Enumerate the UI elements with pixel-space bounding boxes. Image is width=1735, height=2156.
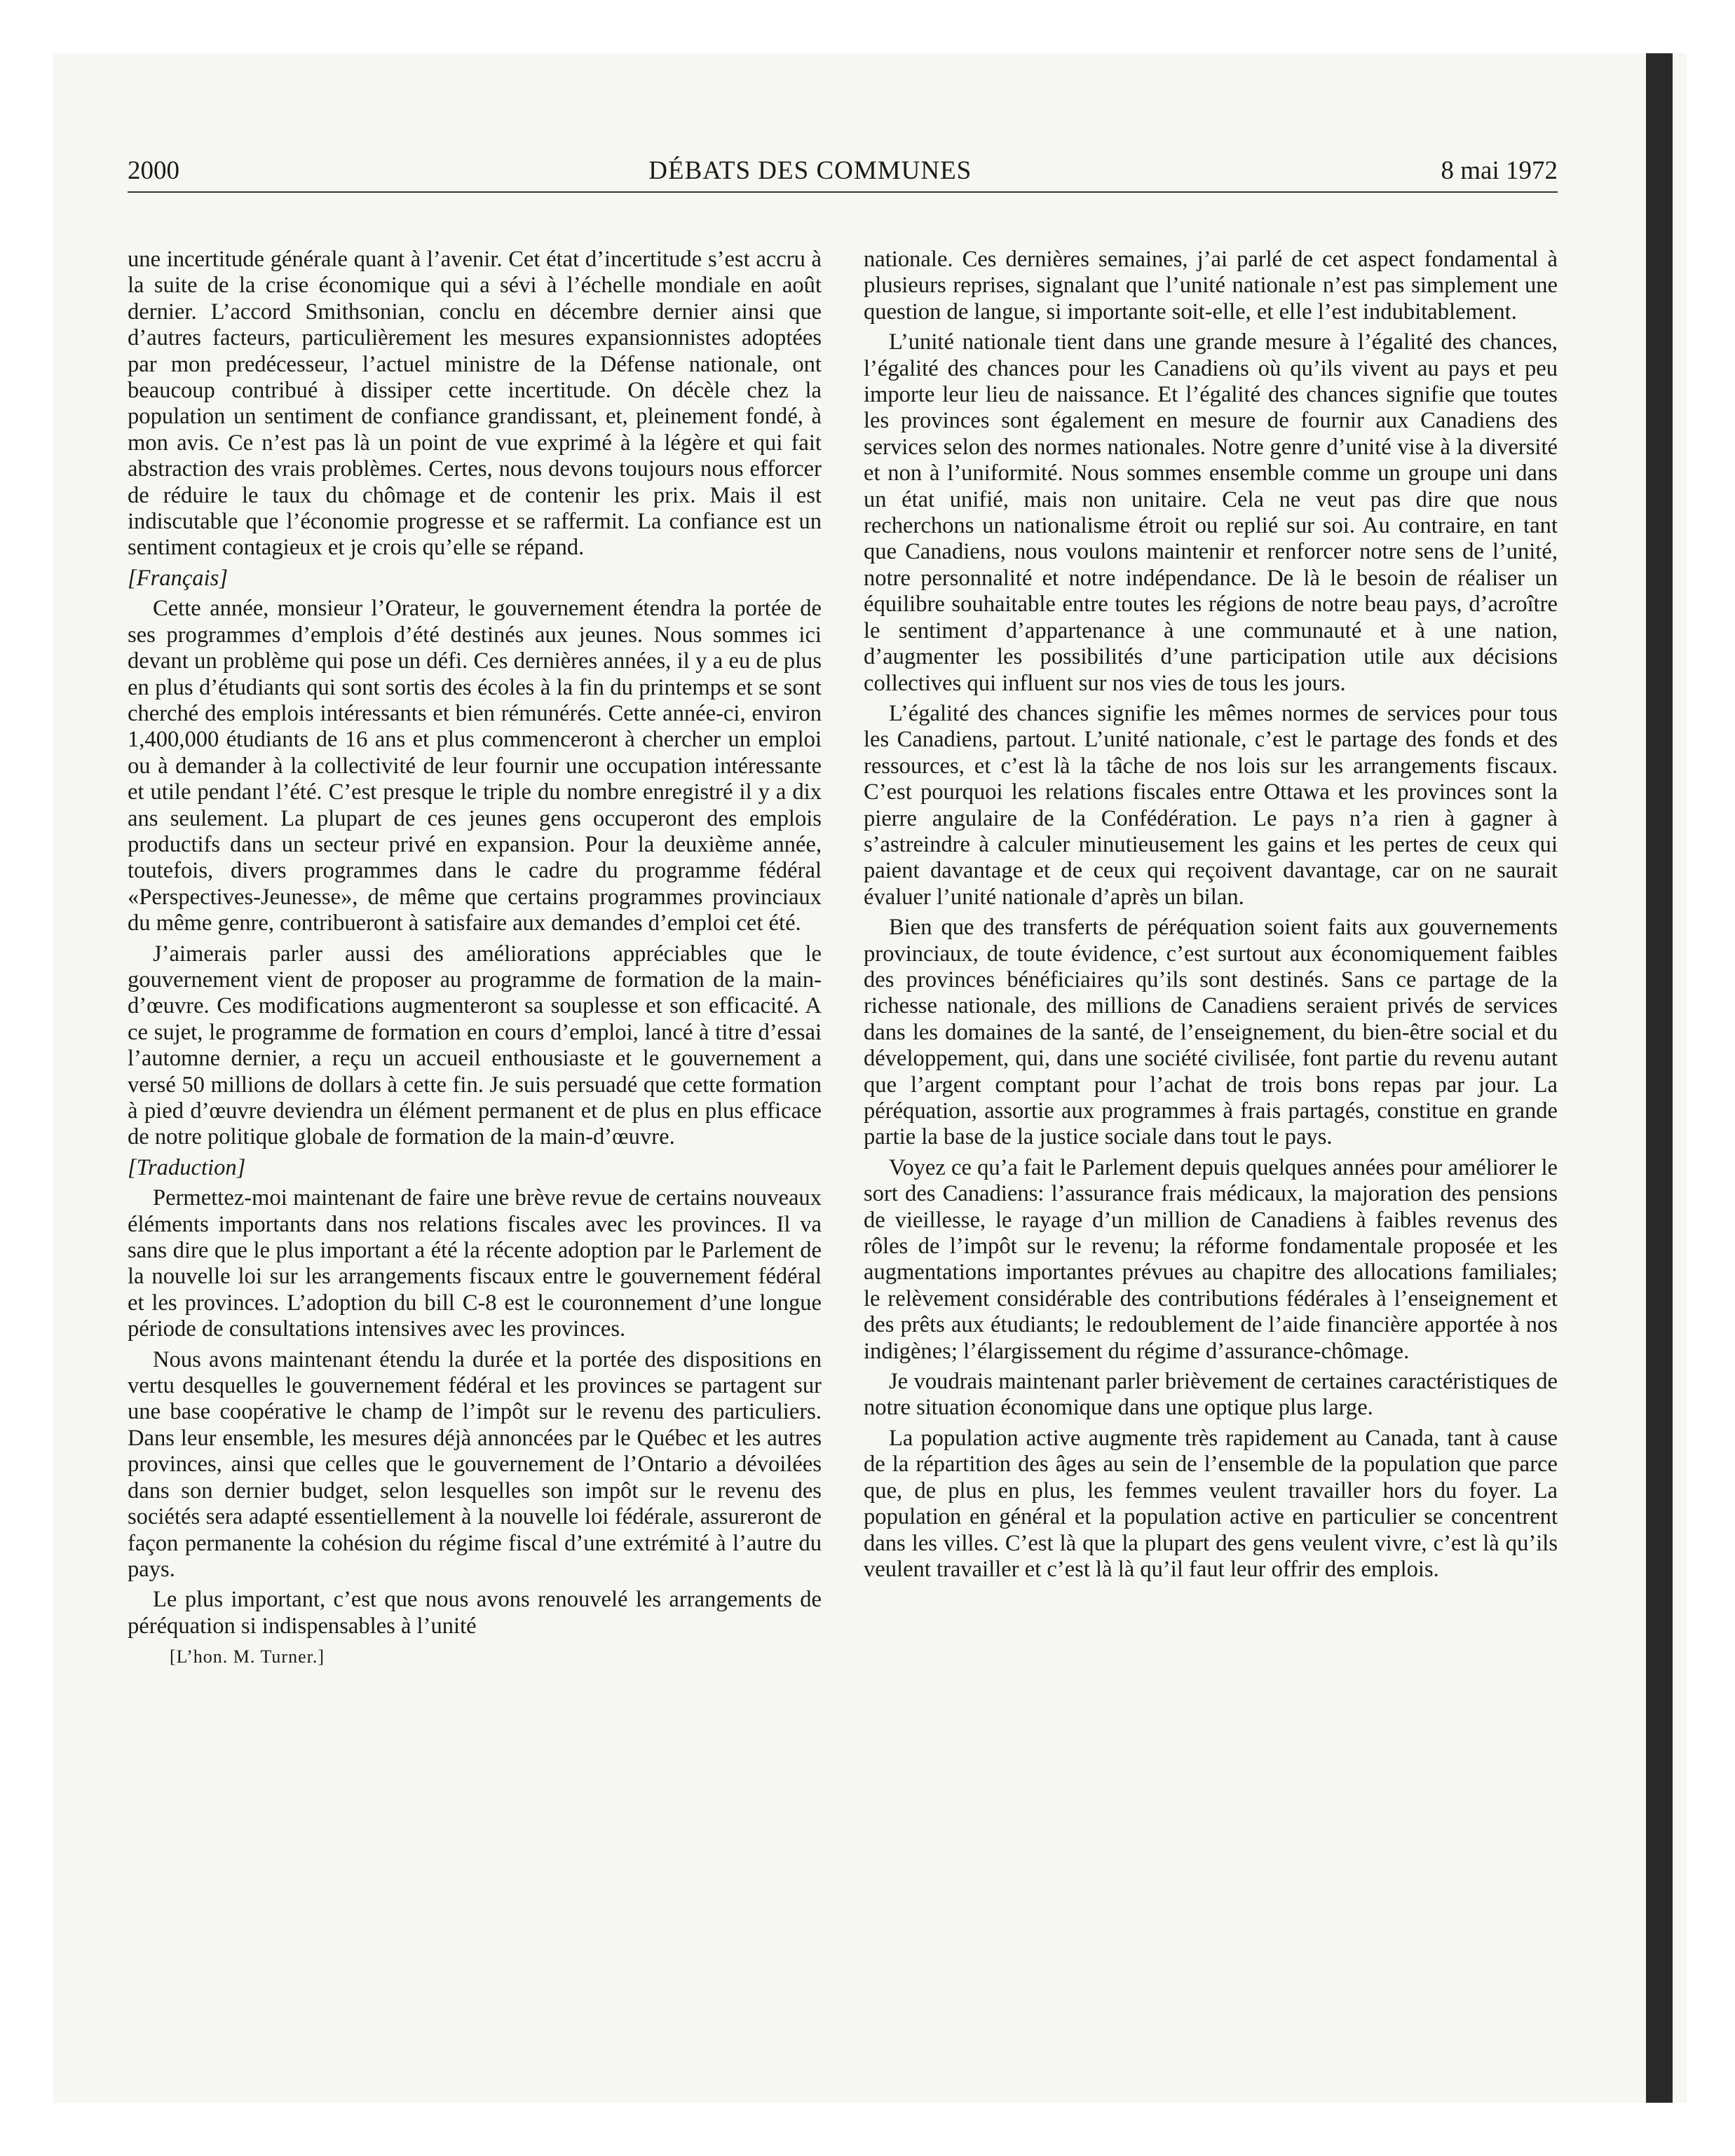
- paragraph: Voyez ce qu’a fait le Parlement depuis quelques années pour améliorer le sort des Canadiens: l’assurance frais médicaux, la majoration des pensions de vieillesse, le rayage d’un million de Canadiens à faibles revenus des rôles de l’impôt sur le revenu; la réforme fondamentale proposée et les augmentations importantes prévues au chapitre des allocations familiales; le relèvement considérable des contributions fédérales à l’enseignement et des prêts aux étudiants; le redoublement de l’aide financière apportée à nos indigènes; l’élargissement du régime d’assurance-chômage.: [864, 1154, 1558, 1364]
- paragraph: une incertitude générale quant à l’avenir. Cet état d’incertitude s’est accru à la suite de la crise économique qui a sévi à l’échelle mondiale en août dernier. L’accord Smithsonian, conclu en décembre dernier ainsi que d’autres facteurs, particulièrement les mesures expansionnistes adoptées par mon predécesseur, l’actuel ministre de la Défense nationale, ont beaucoup contribué à dissiper cette incertitude. On décèle chez la population un sentiment de confiance grandissant, et, pleinement fondé, à mon avis. Ce n’est pas là un point de vue exprimé à la légère et qui fait abstraction des vrais problèmes. Certes, nous devons toujours nous efforcer de réduire le taux du chômage et de contenir les prix. Mais il est indiscutable que l’économie progresse et se raffermit. La confiance est un sentiment contagieux et je crois qu’elle se répand.: [128, 247, 822, 561]
- page-header: [128, 156, 1558, 193]
- page-edge-shadow: [1646, 53, 1673, 2103]
- page-date: 8 mai 1972: [1441, 156, 1558, 185]
- paragraph: L’égalité des chances signifie les mêmes normes de services pour tous les Canadiens, partout. L’unité nationale, c’est le partage des fonds et des ressources, et c’est là la tâche de nos lois sur les arrangements fiscaux. C’est pourquoi les relations fiscales entre Ottawa et les provinces sont la pierre angulaire de la Confédération. Le pays n’a rien à gagner à s’astreindre à calculer minutieusement les gains et les pertes de ceux qui paient davantage et de ceux qui reçoivent davantage, car on ne saurait évaluer l’unité nationale d’après un bilan.: [864, 700, 1558, 910]
- paragraph: Nous avons maintenant étendu la durée et la portée des dispositions en vertu desquelles le gouvernement fédéral et les provinces se partagent sur une base coopérative le champ de l’impôt sur le revenu des particuliers. Dans leur ensemble, les mesures déjà annoncées par le Québec et les autres provinces, ainsi que celles que le gouvernement de l’Ontario a dévoilées dans son dernier budget, selon lesquelles son impôt sur le revenu des sociétés sera adapté essentiellement à la nouvelle loi fédérale, assureront de façon permanente la cohésion du régime fiscal d’une extrémité à l’autre du pays.: [128, 1346, 822, 1582]
- paragraph: Bien que des transferts de péréquation soient faits aux gouvernements provinciaux, de toute évidence, c’est surtout aux économiquement faibles des provinces bénéficiaires qu’ils sont destinés. Sans ce partage de la richesse nationale, des millions de Canadiens seraient privés de services dans les domaines de la santé, de l’enseignement, du bien-être social et du développement, qui, dans une société civilisée, font partie du revenu autant que l’argent comptant pour l’achat de trois bons repas par jour. La péréquation, assortie aux programmes à frais partagés, constitue en grande partie la base de la justice sociale dans tout le pays.: [864, 915, 1558, 1150]
- page-number: 2000: [128, 156, 179, 185]
- speaker-attribution: [L’hon. M. Turner.]: [170, 1646, 325, 1667]
- paragraph: Le plus important, c’est que nous avons renouvelé les arrangements de péréquation si indispensables à l’unité: [128, 1587, 822, 1639]
- right-column: [864, 247, 1558, 1587]
- paragraph: J’aimerais parler aussi des améliorations appréciables que le gouvernement vient de proposer au programme de formation de la main-d’œuvre. Ces modifications augmenteront sa souplesse et son efficacité. A ce sujet, le programme de formation en cours d’emploi, lancé à titre d’essai l’automne dernier, a reçu un accueil enthousiaste et le gouvernement a versé 50 millions de dollars à cette fin. Je suis persuadé que cette formation à pied d’œuvre deviendra un élément permanent et de plus en plus efficace de notre politique globale de formation de la main-d’œuvre.: [128, 941, 822, 1150]
- paragraph: L’unité nationale tient dans une grande mesure à l’égalité des chances, l’égalité des chances pour les Canadiens où qu’ils vivent au pays et peu importe leur lieu de naissance. Et l’égalité des chances signifie que toutes les provinces sont également en mesure de fournir aux Canadiens des services selon des normes nationales. Notre genre d’unité vise à la diversité et non à l’uniformité. Nous sommes ensemble comme un groupe uni dans un état unifié, mais non unitaire. Cela ne veut pas dire que nous recherchons un nationalisme étroit ou replié sur soi. Au contraire, en tant que Canadiens, nous voulons maintenir et renforcer notre sens de l’unité, notre personnalité et notre indépendance. De là le besoin de réaliser un équilibre souhaitable entre toutes les régions de notre beau pays, d’acroître le sentiment d’appartenance à une communauté et à une nation, d’augmenter les possibilités d’une participation utile aux décisions collectives qui influent sur nos vies de tous les jours.: [864, 329, 1558, 696]
- paragraph: Permettez-moi maintenant de faire une brève revue de certains nouveaux éléments importants dans nos relations fiscales avec les provinces. Il va sans dire que le plus important a été la récente adoption par le Parlement de la nouvelle loi sur les arrangements fiscaux entre le gouvernement fédéral et les provinces. L’adoption du bill C-8 est le couronnement d’une longue période de consultations intensives avec les provinces.: [128, 1185, 822, 1342]
- paragraph: La population active augmente très rapidement au Canada, tant à cause de la répartition des âges au sein de l’ensemble de la population que parce que, de plus en plus, les femmes veulent travailler hors du foyer. La population en général et la population active en particulier se concentrent dans les villes. C’est là que la plupart des gens veulent vivre, c’est là qu’ils veulent travailler et c’est là là qu’il faut leur offrir des emplois.: [864, 1425, 1558, 1582]
- section-marker-francais: [Français]: [128, 565, 228, 591]
- paragraph: Cette année, monsieur l’Orateur, le gouvernement étendra la portée de ses programmes d’emplois d’été destinés aux jeunes. Nous sommes ici devant un problème qui pose un défi. Ces dernières années, il y a eu de plus en plus d’étudiants qui sont sortis des écoles à la fin du printemps et se sont cherché des emplois intéressants et bien rémunérés. Cette année-ci, environ 1,400,000 étudiants de 16 ans et plus commenceront à chercher un emploi ou à demander à la collectivité de leur fournir une occupation intéressante et utile pendant l’été. C’est presque le triple du nombre enregistré il y a dix ans seulement. La plupart de ces jeunes gens occuperont des emplois productifs dans un secteur privé en expansion. Pour la deuxième année, toutefois, divers programmes dans le cadre du programme fédéral «Perspectives-Jeunesse», de même que certains programmes provinciaux du même genre, contribueront à satisfaire aux demandes d’emploi cet été.: [128, 596, 822, 936]
- paragraph: nationale. Ces dernières semaines, j’ai parlé de cet aspect fondamental à plusieurs reprises, signalant que l’unité nationale n’est pas simplement une question de langue, si importante soit-elle, et elle l’est indubitablement.: [864, 247, 1558, 325]
- left-column: [128, 247, 822, 1674]
- publication-title: DÉBATS DES COMMUNES: [648, 156, 972, 185]
- section-marker-traduction: [Traduction]: [128, 1154, 246, 1180]
- paragraph: Je voudrais maintenant parler brièvement de certaines caractéristiques de notre situation économique dans une optique plus large.: [864, 1369, 1558, 1421]
